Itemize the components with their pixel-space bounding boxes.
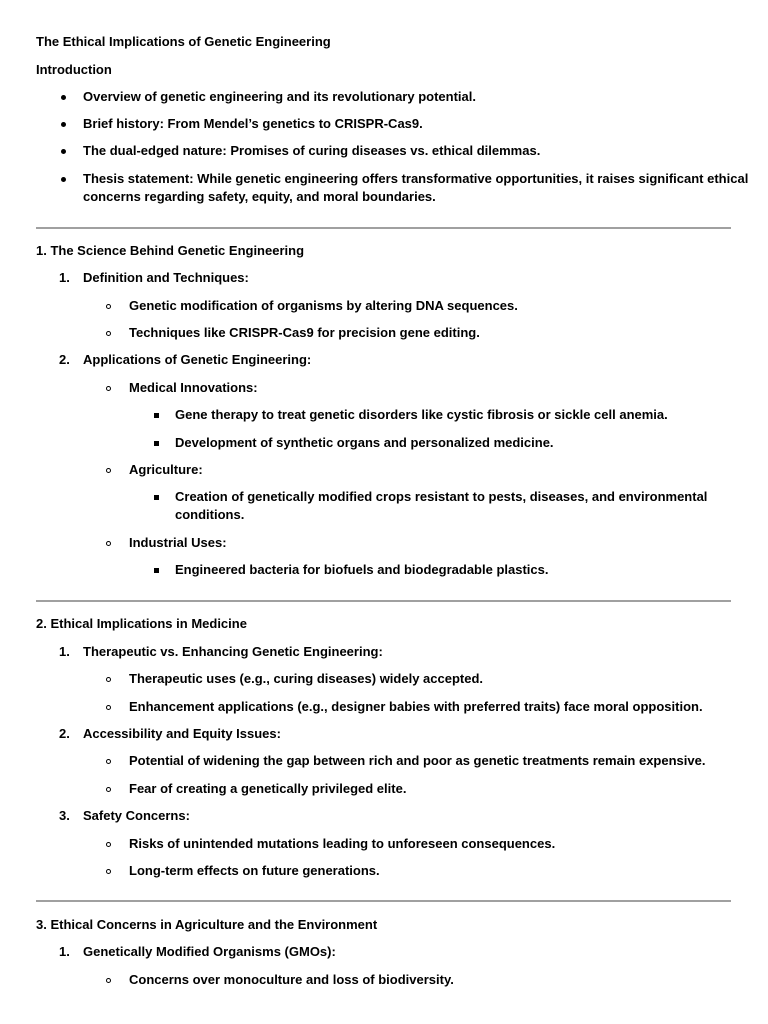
circle-bullet-icon	[106, 541, 111, 546]
square-bullet-icon	[154, 495, 159, 500]
section-divider	[36, 600, 731, 602]
intro-item-continuation: concerns regarding safety, equity, and moral boundaries.	[83, 189, 436, 204]
list-number: 1.	[59, 644, 70, 659]
sub-item: Techniques like CRISPR-Cas9 for precision gene editing.	[129, 325, 480, 340]
circle-bullet-icon	[106, 787, 111, 792]
list-item: Accessibility and Equity Issues:	[83, 726, 281, 741]
section-heading: 1. The Science Behind Genetic Engineering	[36, 243, 305, 258]
circle-bullet-icon	[106, 842, 111, 847]
bullet-icon	[61, 122, 66, 127]
list-number: 2.	[59, 726, 70, 741]
list-number: 2.	[59, 352, 70, 367]
sub-item: Concerns over monoculture and loss of biodiversity.	[129, 972, 454, 987]
list-item: Definition and Techniques:	[83, 270, 249, 285]
list-item: Applications of Genetic Engineering:	[83, 352, 312, 367]
section-heading: 3. Ethical Concerns in Agriculture and the Environment	[36, 917, 378, 932]
intro-heading: Introduction	[36, 62, 112, 77]
section-divider	[36, 900, 731, 902]
bullet-icon	[61, 177, 66, 182]
square-bullet-icon	[154, 413, 159, 418]
section-heading: 2. Ethical Implications in Medicine	[36, 616, 247, 631]
sub-sub-item: Gene therapy to treat genetic disorders like cystic fibrosis or sickle cell anemia.	[175, 407, 668, 422]
intro-item: Thesis statement: While genetic engineering offers transformative opportunities, it raises significant ethical	[83, 171, 749, 186]
intro-item: The dual-edged nature: Promises of curing diseases vs. ethical dilemmas.	[83, 143, 541, 158]
circle-bullet-icon	[106, 705, 111, 710]
sub-item: Potential of widening the gap between rich and poor as genetic treatments remain expensive.	[129, 753, 706, 768]
square-bullet-icon	[154, 441, 159, 446]
intro-item: Overview of genetic engineering and its revolutionary potential.	[83, 89, 476, 104]
sub-sub-item: Engineered bacteria for biofuels and biodegradable plastics.	[175, 562, 549, 577]
document-title: The Ethical Implications of Genetic Engineering	[36, 34, 331, 49]
circle-bullet-icon	[106, 304, 111, 309]
sub-sub-item: Development of synthetic organs and personalized medicine.	[175, 435, 554, 450]
square-bullet-icon	[154, 568, 159, 573]
circle-bullet-icon	[106, 331, 111, 336]
list-item: Safety Concerns:	[83, 808, 190, 823]
list-number: 1.	[59, 944, 70, 959]
sub-item: Industrial Uses:	[129, 535, 227, 550]
circle-bullet-icon	[106, 468, 111, 473]
sub-item: Fear of creating a genetically privileged elite.	[129, 781, 407, 796]
sub-sub-item-continuation: conditions.	[175, 507, 245, 522]
sub-item: Agriculture:	[129, 462, 203, 477]
circle-bullet-icon	[106, 869, 111, 874]
bullet-icon	[61, 149, 66, 154]
circle-bullet-icon	[106, 759, 111, 764]
circle-bullet-icon	[106, 978, 111, 983]
intro-item: Brief history: From Mendel’s genetics to CRISPR-Cas9.	[83, 116, 423, 131]
list-item: Genetically Modified Organisms (GMOs):	[83, 944, 336, 959]
sub-sub-item: Creation of genetically modified crops resistant to pests, diseases, and environmental	[175, 489, 708, 504]
list-number: 1.	[59, 270, 70, 285]
sub-item: Enhancement applications (e.g., designer babies with preferred traits) face moral opposition.	[129, 699, 703, 714]
sub-item: Long-term effects on future generations.	[129, 863, 380, 878]
list-number: 3.	[59, 808, 70, 823]
section-divider	[36, 227, 731, 229]
sub-item: Risks of unintended mutations leading to unforeseen consequences.	[129, 836, 556, 851]
bullet-icon	[61, 95, 66, 100]
circle-bullet-icon	[106, 386, 111, 391]
list-item: Therapeutic vs. Enhancing Genetic Engineering:	[83, 644, 383, 659]
sub-item: Medical Innovations:	[129, 380, 258, 395]
circle-bullet-icon	[106, 677, 111, 682]
sub-item: Genetic modification of organisms by altering DNA sequences.	[129, 298, 518, 313]
sub-item: Therapeutic uses (e.g., curing diseases) widely accepted.	[129, 671, 484, 686]
